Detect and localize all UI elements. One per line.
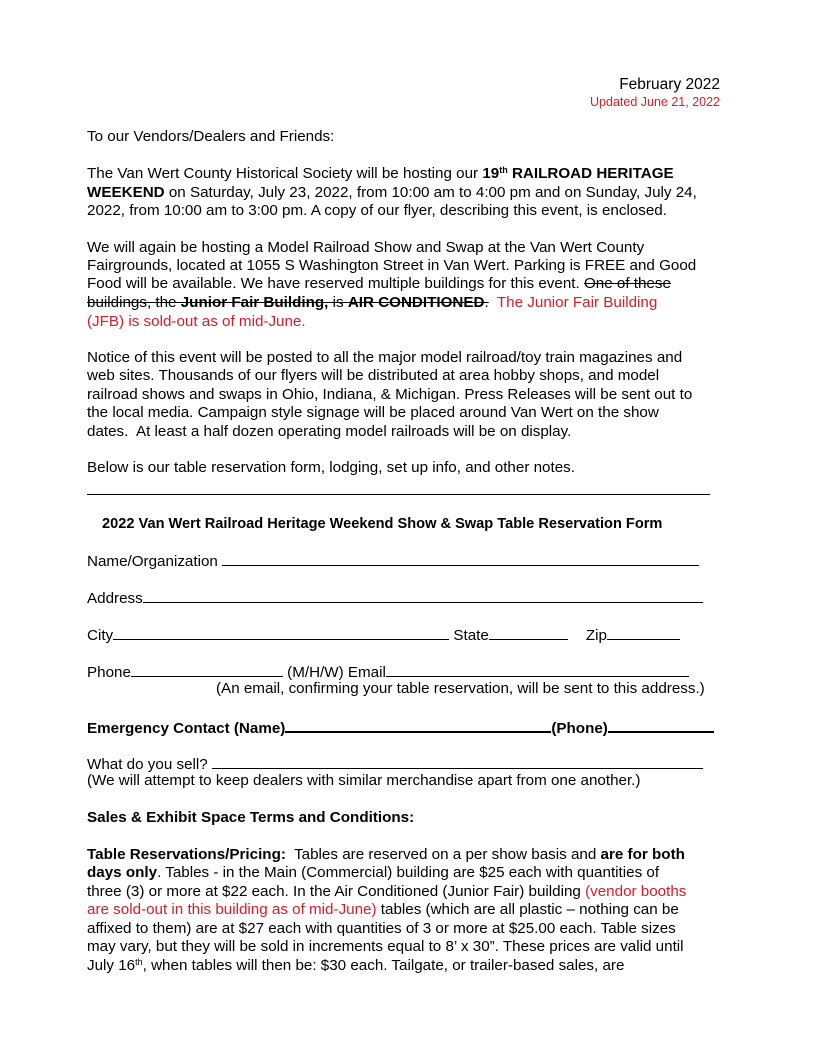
email-input-line[interactable] bbox=[386, 662, 689, 677]
text-line bbox=[87, 901, 679, 919]
text-line: may vary, but they will be sold in increments equal to 8’ x 30”. These prices are valid until bbox=[87, 938, 684, 955]
sell-input-line[interactable] bbox=[212, 754, 703, 769]
emergency-contact-field bbox=[87, 717, 714, 738]
terms-heading: Sales & Exhibit Space Terms and Conditions: bbox=[87, 809, 415, 826]
zip-label: Zip bbox=[585, 627, 607, 644]
text: The Van Wert County Historical Society will be hosting our bbox=[87, 165, 483, 182]
text: , when tables will then be: $30 each. Tailgate, or trailer-based sales, are bbox=[142, 957, 625, 974]
struck-bold-ac: AIR CONDITIONED bbox=[347, 294, 485, 311]
event-name-cont: WEEKEND bbox=[87, 184, 165, 201]
text-line bbox=[87, 883, 686, 901]
ordinal-suffix: th bbox=[135, 957, 143, 967]
address-field bbox=[87, 588, 703, 608]
form-intro: Below is our table reservation form, lodging, set up info, and other notes. bbox=[87, 459, 575, 476]
pricing-label: Table Reservations/Pricing: bbox=[87, 846, 286, 863]
text: Food will be available. We have reserved multiple buildings for this event. bbox=[87, 275, 584, 292]
struck-part: buildings, the bbox=[87, 294, 181, 311]
text-line: Fairgrounds, located at 1055 S Washington Street in Van Wert. Parking is FREE and Good bbox=[87, 257, 697, 274]
ordinal-suffix: th bbox=[499, 165, 508, 175]
sold-out-notice-cont: are sold-out in this building as of mid-June) bbox=[87, 901, 377, 918]
phone-input-line[interactable] bbox=[131, 662, 283, 677]
text-line bbox=[87, 165, 674, 183]
name-field bbox=[87, 551, 699, 571]
emergency-phone-input-line[interactable] bbox=[608, 717, 714, 733]
city-label: City bbox=[87, 627, 114, 644]
text-line: dates. At least a half dozen operating model railroads will be on display. bbox=[87, 423, 572, 440]
emergency-name-label: Emergency Contact (Name) bbox=[87, 720, 286, 737]
state-input-line[interactable] bbox=[489, 625, 568, 640]
emergency-name-input-line[interactable] bbox=[285, 717, 551, 733]
text-line bbox=[87, 846, 685, 864]
struck-period: . bbox=[484, 294, 489, 311]
phone-label: Phone bbox=[87, 664, 131, 681]
text-line bbox=[87, 294, 657, 312]
divider-line bbox=[87, 494, 710, 495]
name-input-line[interactable] bbox=[222, 551, 699, 566]
text-line: We will again be hosting a Model Railroad Show and Swap at the Van Wert County bbox=[87, 239, 645, 256]
name-label: Name/Organization bbox=[87, 553, 218, 570]
text: three (3) or more at $22 each. In the Air Conditioned (Junior Fair) building bbox=[87, 883, 586, 900]
text-line bbox=[87, 275, 671, 293]
text-line bbox=[87, 864, 659, 882]
sold-out-notice-cont: (JFB) is sold-out as of mid-June. bbox=[87, 313, 306, 330]
text-line bbox=[87, 957, 624, 975]
email-note: (An email, confirming your table reservation, will be sent to this address.) bbox=[216, 680, 705, 697]
text: Tables are reserved on a per show basis and bbox=[285, 846, 601, 863]
emergency-phone-label: (Phone) bbox=[551, 720, 608, 737]
updated-date: Updated June 21, 2022 bbox=[590, 95, 720, 109]
sell-label: What do you sell? bbox=[87, 756, 208, 773]
document-date: February 2022 bbox=[619, 76, 720, 93]
struck-part: is bbox=[328, 294, 348, 311]
greeting: To our Vendors/Dealers and Friends: bbox=[87, 128, 335, 145]
address-input-line[interactable] bbox=[143, 588, 703, 603]
sold-out-notice: The Junior Fair Building bbox=[488, 294, 658, 311]
struck-text: One of these bbox=[583, 275, 671, 292]
text: July 16 bbox=[87, 957, 136, 974]
bold-text: days only bbox=[87, 864, 158, 881]
sell-note: (We will attempt to keep dealers with similar merchandise apart from one another.) bbox=[87, 772, 641, 789]
sell-field bbox=[87, 754, 703, 774]
city-input-line[interactable] bbox=[113, 625, 449, 640]
event-name: RAILROAD HERITAGE bbox=[507, 165, 674, 182]
phone-email-field bbox=[87, 662, 689, 682]
struck-bold-building: Junior Fair Building, bbox=[180, 294, 329, 311]
text-line: the local media. Campaign style signage will be placed around Van Wert on the show bbox=[87, 404, 659, 421]
text-line: web sites. Thousands of our flyers will be distributed at area hobby shops, and model bbox=[87, 367, 660, 384]
zip-input-line[interactable] bbox=[607, 625, 680, 640]
city-state-zip-field bbox=[87, 625, 680, 645]
text: on Saturday, July 23, 2022, from 10:00 am to 4:00 pm and on Sunday, July 24, bbox=[164, 184, 697, 201]
text-line: railroad shows and swaps in Ohio, Indiana, & Michigan. Press Releases will be sent out to bbox=[87, 386, 693, 403]
state-label: State bbox=[453, 627, 489, 644]
text-line bbox=[87, 184, 697, 202]
text-line: Notice of this event will be posted to all the major model railroad/toy train magazines and bbox=[87, 349, 683, 366]
ordinal-number: 19 bbox=[482, 165, 500, 182]
email-label: (M/H/W) Email bbox=[287, 664, 386, 681]
text-line: affixed to them) are at $27 each with quantities of 3 or more at $25.00 each. Table sizes bbox=[87, 920, 676, 937]
sold-out-notice: (vendor booths bbox=[585, 883, 687, 900]
form-title: 2022 Van Wert Railroad Heritage Weekend Show & Swap Table Reservation Form bbox=[102, 516, 663, 532]
text: . Tables - in the Main (Commercial) building are $25 each with quantities of bbox=[157, 864, 660, 881]
struck-text bbox=[87, 294, 489, 311]
address-label: Address bbox=[87, 590, 143, 607]
ordinal bbox=[482, 165, 673, 182]
text: tables (which are all plastic – nothing can be bbox=[376, 901, 679, 918]
text-line: 2022, from 10:00 am to 3:00 pm. A copy of our flyer, describing this event, is enclosed. bbox=[87, 202, 667, 219]
bold-text: are for both bbox=[600, 846, 685, 863]
